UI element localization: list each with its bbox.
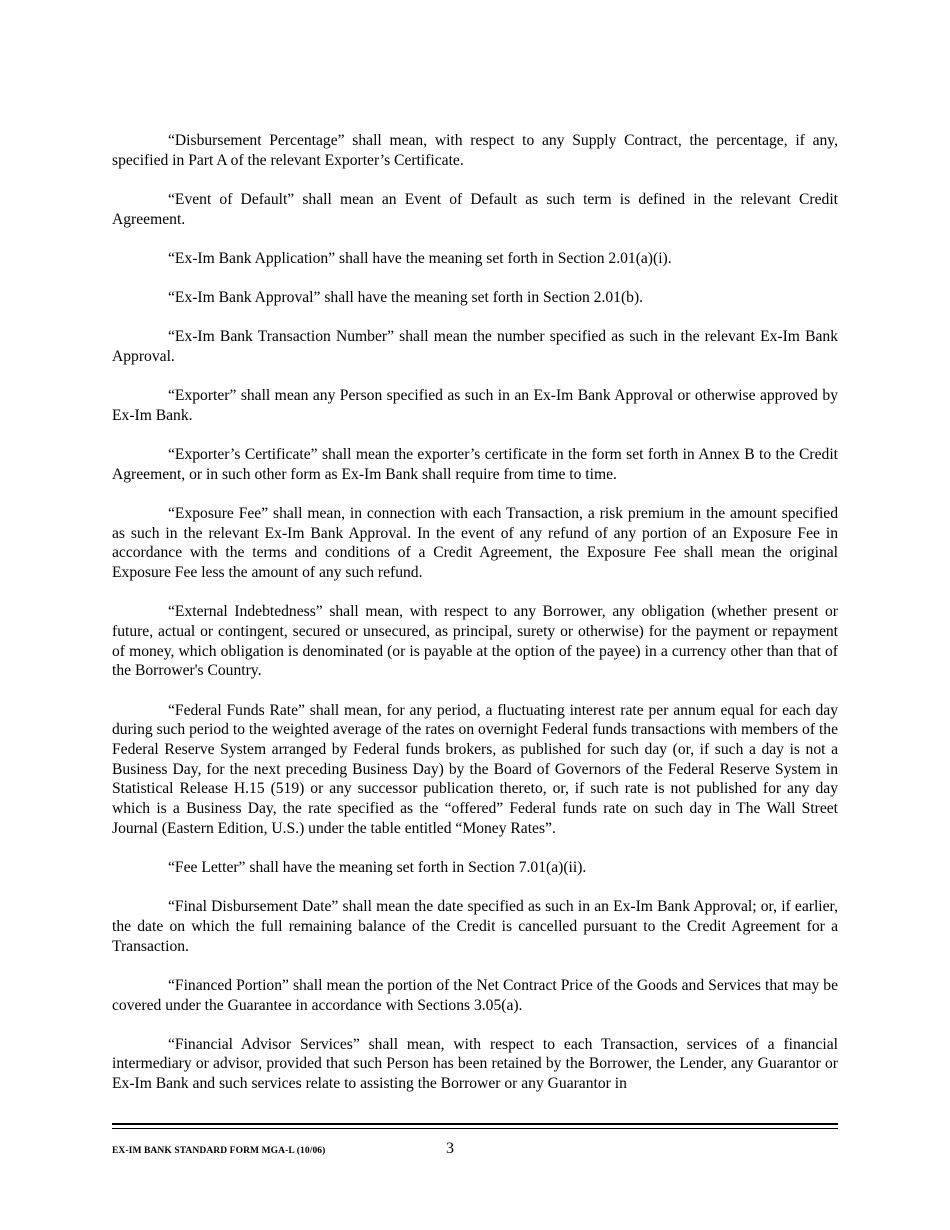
footer-form-id: EX-IM BANK STANDARD FORM MGA-L (10/06)	[112, 1146, 326, 1156]
definition-paragraph: “Disbursement Percentage” shall mean, with respect to any Supply Contract, the percentage, if any, specified in Part A of the relevant Exporter’s Certificate.	[112, 132, 838, 169]
definition-paragraph: “Exposure Fee” shall mean, in connection with each Transaction, a risk premium in the amount specified as such in the relevant Ex-Im Bank Approval. In the event of any refund of any portion of an Exposure Fee in accordance with the terms and conditions of a Credit Agreement, the Exposure Fee shall mean the original Exposure Fee less the amount of any such refund.	[112, 504, 838, 582]
definitions-body	[112, 131, 838, 1094]
definition-paragraph: “Exporter’s Certificate” shall mean the exporter’s certificate in the form set forth in Annex B to the Credit Agreement, or in such other form as Ex-Im Bank shall require from time to time.	[112, 446, 838, 483]
definition-paragraph: “External Indebtedness” shall mean, with respect to any Borrower, any obligation (whether present or future, actual or contingent, secured or unsecured, as principal, surety or otherwise) for the payment or repayment of money, which obligation is denominated (or is payable at the option of the payee) in a currency other than that of the Borrower's Country.	[112, 603, 838, 680]
definition-paragraph: “Exporter” shall mean any Person specified as such in an Ex-Im Bank Approval or otherwise approved by Ex-Im Bank.	[112, 387, 838, 424]
definition-paragraph: “Ex-Im Bank Transaction Number” shall mean the number specified as such in the relevant Ex-Im Bank Approval.	[112, 328, 838, 365]
definition-paragraph: “Financed Portion” shall mean the portion of the Net Contract Price of the Goods and Services that may be covered under the Guarantee in accordance with Sections 3.05(a).	[112, 976, 838, 1014]
definition-paragraph: “Event of Default” shall mean an Event of Default as such term is defined in the relevant Credit Agreement.	[112, 190, 838, 228]
definition-paragraph: “Ex-Im Bank Approval” shall have the meaning set forth in Section 2.01(b).	[168, 289, 644, 307]
definition-paragraph: “Financial Advisor Services” shall mean, with respect to each Transaction, services of a financial intermediary or advisor, provided that such Person has been retained by the Borrower, the Lender, any Guarantor or Ex-Im Bank and such services relate to assisting the Borrower or any Guarantor in	[112, 1035, 838, 1093]
definition-paragraph: “Federal Funds Rate” shall mean, for any period, a fluctuating interest rate per annum equal for each day during such period to the weighted average of the rates on overnight Federal funds transactions with members of the Federal Reserve System arranged by Federal funds brokers, as published for such day (or, if such a day is not a Business Day, for the next preceding Business Day) by the Board of Governors of the Federal Reserve System in Statistical Release H.15 (519) or any successor publication thereto, or, if such rate is not published for any day which is a Business Day, the rate specified as the “offered” Federal funds rate on such day in The Wall Street Journal (Eastern Edition, U.S.) under the table entitled “Money Rates”.	[112, 701, 838, 837]
definition-paragraph: “Final Disbursement Date” shall mean the date specified as such in an Ex-Im Bank Approval; or, if earlier, the date on which the full remaining balance of the Credit is cancelled pursuant to the Credit Agreement for a Transaction.	[112, 898, 838, 955]
definition-paragraph: “Fee Letter” shall have the meaning set forth in Section 7.01(a)(ii).	[168, 858, 587, 876]
footer-rule-thin	[112, 1128, 838, 1129]
footer-rule-thick	[112, 1123, 838, 1125]
page-number: 3	[446, 1140, 454, 1157]
definition-paragraph: “Ex-Im Bank Application” shall have the meaning set forth in Section 2.01(a)(i).	[168, 249, 672, 267]
